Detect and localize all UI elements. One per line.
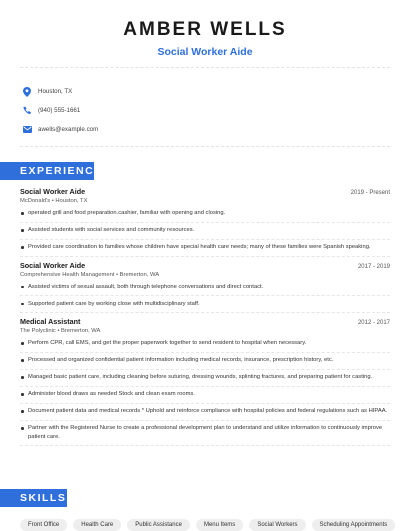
contact-email[interactable] xyxy=(22,120,98,139)
skill-tag: Social Workers xyxy=(249,519,305,531)
job-bullet: Managed basic patient care, including cleaning before suturing, dressing wounds, splinting fractures, and preparing patient for casting. xyxy=(20,373,390,387)
job-entry xyxy=(20,317,390,446)
job-bullet: Assisted victims of sexual assault, both through telephone conversations and direct contact. xyxy=(20,283,390,297)
map-pin-icon xyxy=(22,87,32,97)
skill-tag: Public Assistance xyxy=(127,519,190,531)
contact-divider xyxy=(20,146,390,147)
job-bullet: Document patient data and medical records * Uphold and reinforce compliance with hospital policies and federal regulations such as HIPAA. xyxy=(20,407,390,421)
job-entry xyxy=(20,187,390,257)
job-bullet: Administer blood draws as needed Stock and clean exam rooms. xyxy=(20,390,390,404)
job-meta: The Polyclinic • Bremerton, WA xyxy=(20,328,101,334)
candidate-name: AMBER WELLS xyxy=(123,19,287,40)
email-text[interactable]: awells@example.com xyxy=(38,126,99,133)
skill-tag: Front Office xyxy=(20,519,67,531)
skill-tag: Menu Items xyxy=(196,519,243,531)
header-divider xyxy=(20,67,390,68)
contact-block xyxy=(22,82,98,139)
job-title: Social Worker Aide xyxy=(20,187,86,196)
skills-heading: SKILLS xyxy=(0,489,67,507)
job-bullet: Supported patient care by working close with multidisciplinary staff. xyxy=(20,300,390,314)
contact-phone xyxy=(22,101,98,120)
job-dates: 2017 - 2019 xyxy=(357,263,390,270)
job-dates: 2019 - Present xyxy=(350,190,390,196)
contact-location xyxy=(22,82,98,101)
job-title: Social Worker Aide xyxy=(20,260,86,270)
phone-icon xyxy=(22,106,32,116)
job-entry xyxy=(20,261,390,314)
job-bullet: operated grill and food preparation.cashier, familiar with opening and closing. xyxy=(20,209,390,223)
job-bullet: Perform CPR, call EMS, and get the proper paperwork together to send resident to hospital when necessary. xyxy=(20,339,390,353)
envelope-icon xyxy=(22,125,32,135)
experience-heading: EXPERIENCE xyxy=(0,162,94,180)
job-meta: Comprehensive Health Management • Bremerton, WA xyxy=(20,271,160,278)
candidate-role: Social Worker Aide xyxy=(157,46,253,58)
job-dates: 2012 - 2017 xyxy=(357,320,390,326)
job-bullet: Processed and organized confidential patient information including medical records, insurance, prescription history, etc. xyxy=(20,356,390,370)
job-title: Medical Assistant xyxy=(20,317,81,326)
job-meta: McDonald's • Houston, TX xyxy=(20,198,88,204)
skill-tag: Health Care xyxy=(73,519,121,531)
resume-header xyxy=(0,0,410,58)
skills-list xyxy=(20,519,400,531)
phone-text: (940) 555-1661 xyxy=(38,107,81,114)
experience-section xyxy=(20,187,390,450)
job-bullet: Assisted students with social services and community resources. xyxy=(20,226,390,240)
job-bullet: Provided care coordination to families whose children have special health care needs; many of these families were Spanish speaking. xyxy=(20,243,390,257)
skill-tag: Scheduling Appointments xyxy=(312,519,396,531)
location-text: Houston, TX xyxy=(38,88,73,95)
job-bullet: Partner with the Registered Nurse to create a professional development plan to understand and utilize information to continuously improve patient care. xyxy=(20,424,390,446)
